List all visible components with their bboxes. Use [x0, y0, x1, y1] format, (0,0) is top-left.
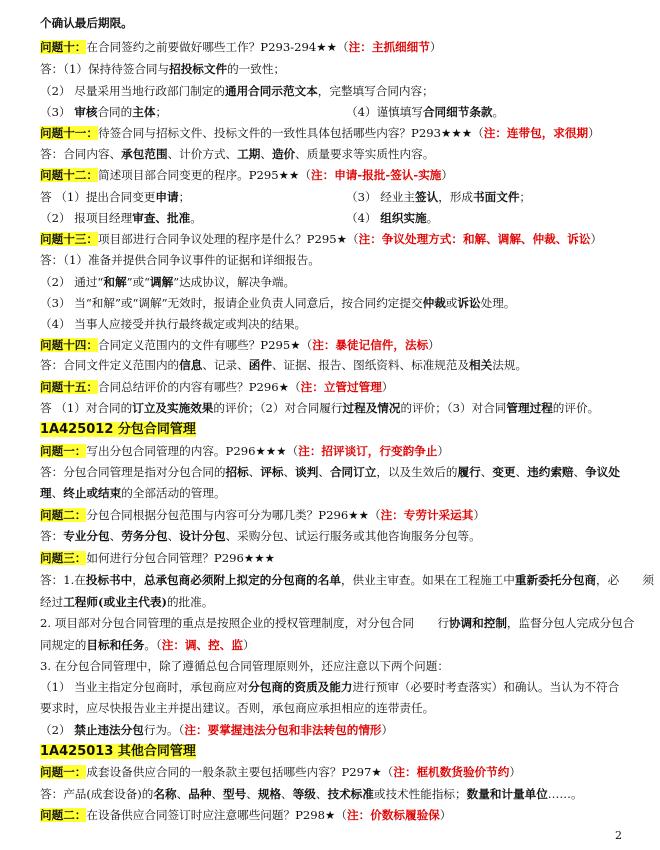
text-run: 和解 — [103, 275, 127, 289]
text-run: 通用合同示范文本 — [224, 84, 318, 98]
text-line — [40, 721, 638, 740]
text-run: 的评价；（2）对合同履行 — [213, 401, 343, 415]
text-line — [40, 549, 638, 568]
text-run: 或 — [445, 296, 458, 310]
text-run: ） — [473, 508, 485, 522]
text-run: ） — [381, 380, 394, 394]
text-run: 在设备供应合同签订时应注意哪些问题？P298★（ — [86, 808, 347, 822]
text-run: 技术标准 — [327, 787, 374, 801]
text-run: 诉讼 — [457, 296, 481, 310]
question-label: 问题十三： — [40, 232, 98, 246]
text-run: 答：分包合同管理是指对分包合同的 — [40, 465, 226, 479]
text-line — [40, 188, 638, 207]
text-line — [40, 209, 638, 228]
question-label: 问题二： — [40, 508, 87, 522]
text-run: 进行预审（必要时考查落实）和确认。当认为不符合 — [352, 680, 620, 694]
text-run: 、 — [109, 529, 122, 543]
text-run: （3） — [40, 105, 75, 119]
text-run: 项目部进行合同争议处理的程序是什么？P295★（ — [97, 232, 359, 246]
text-run: 行为。（ — [143, 723, 185, 737]
text-run: 规格 — [257, 787, 282, 801]
text-line — [40, 484, 638, 503]
text-run: 型号 — [223, 787, 247, 801]
text-run: 履行 — [457, 465, 481, 479]
note-text: 注：要掌握违法分包和非法转包的情形 — [184, 723, 382, 737]
text-run: 相关 — [469, 358, 493, 372]
text-run: 招标 — [225, 465, 249, 479]
text-run: （4） — [346, 211, 381, 225]
text-line — [40, 166, 638, 185]
text-line — [40, 251, 638, 270]
text-run: 、 — [51, 486, 64, 500]
note-text: 注：申请-报批-签认-实施 — [311, 168, 442, 182]
text-run: 、 — [283, 465, 296, 479]
text-line — [40, 399, 638, 418]
text-run: 设计分包 — [179, 529, 226, 543]
text-run: 经过 — [40, 595, 64, 609]
text-run: 个确认最后期限。 — [40, 16, 133, 30]
text-run: 合同定义范围内的文件有哪些？P295★（ — [97, 338, 313, 352]
text-run: 、 — [246, 787, 258, 801]
text-run: 的评价。 — [552, 401, 600, 415]
text-run: 、 — [515, 465, 528, 479]
text-line — [40, 124, 638, 143]
text-run: ） — [590, 232, 603, 246]
text-run: 禁止违法分包 — [74, 723, 144, 737]
text-run: 信息 — [179, 358, 203, 372]
text-run: 违约索赔 — [527, 465, 574, 479]
text-run: 招投标文件 — [169, 62, 228, 76]
text-run: 的评价；（3）对合同 — [400, 401, 507, 415]
question-label: 问题十： — [40, 40, 87, 54]
text-run: 申请 — [155, 190, 179, 204]
question-label: 问题一： — [40, 765, 87, 779]
question-label: 问题三： — [40, 551, 87, 565]
text-run: 终止或结束 — [63, 486, 122, 500]
note-text: 注：调、控、监 — [161, 638, 243, 652]
text-run: ，供业主审查。如果在工程施工中 — [340, 573, 515, 587]
text-run: 工期 — [237, 147, 261, 161]
text-run: ； — [519, 190, 532, 204]
text-line — [40, 14, 638, 33]
text-run: 答：合同文件定义范围内的 — [40, 358, 180, 372]
text-line — [40, 742, 638, 761]
text-line — [40, 230, 638, 249]
text-line — [40, 38, 638, 57]
text-run: 答：（1）准备并提供合同争议事件的证据和详细报告。 — [40, 253, 320, 267]
text-run: 劳务分包 — [121, 529, 168, 543]
text-line — [40, 378, 638, 397]
text-line — [40, 593, 638, 612]
text-run: 待签合同与招标文件、投标文件的一致性具体包括哪些内容？P293★★★（ — [97, 126, 484, 140]
text-run: ，形成 — [438, 190, 474, 204]
text-run: 简述项目部合同变更的程序。P295★★（ — [97, 168, 312, 182]
text-run: ） — [441, 168, 453, 182]
text-run: 。 — [190, 211, 202, 225]
text-run: ） — [437, 444, 449, 458]
question-label: 问题二： — [40, 808, 87, 822]
text-run: 组织实施 — [380, 211, 427, 225]
question-label: 问题一： — [40, 444, 87, 458]
note-text: 注：立管过管理 — [300, 380, 382, 394]
text-line — [40, 82, 638, 101]
text-line — [40, 506, 638, 525]
text-line — [40, 763, 638, 782]
text-run: （4） 当事人应接受并执行最终裁定或判决的结果。 — [40, 317, 307, 331]
question-label: 问题十四： — [40, 338, 98, 352]
text-line — [40, 336, 638, 355]
text-line-right-column — [346, 103, 504, 122]
text-run: 同规定的 — [40, 638, 87, 652]
text-run: 、 — [281, 787, 293, 801]
text-run: 写出分包合同管理的内容。P296★★★（ — [86, 444, 299, 458]
text-run: 、 — [480, 465, 493, 479]
text-run: 。 — [492, 105, 505, 119]
text-run: ； — [178, 190, 191, 204]
text-run: ） — [439, 808, 452, 822]
text-run: 等级 — [292, 787, 316, 801]
text-run: ，完整填写合同内容； — [317, 84, 434, 98]
text-run: 答：（1）保持待签合同与 — [40, 62, 170, 76]
note-text: 注：专劳计采运其 — [380, 508, 474, 522]
text-run: ，监督分包人完成分包合 — [506, 616, 635, 630]
text-run: ……。 — [547, 787, 583, 801]
text-run: 目标和任务 — [86, 638, 145, 652]
text-line — [40, 806, 638, 825]
text-line — [40, 657, 638, 676]
text-run: 总承包商必须附上拟定的分包商的名单 — [143, 573, 341, 587]
text-run: （3） 经业主 — [346, 190, 416, 204]
text-run: 答：1.在 — [40, 573, 86, 587]
text-line — [40, 294, 638, 313]
text-run: 管理过程 — [506, 401, 553, 415]
note-text: 注：价数标履验保 — [347, 808, 440, 822]
text-run: 答：产品(成套设备)的 — [40, 787, 154, 801]
text-run: 、 — [318, 465, 330, 479]
text-run: 分包合同根据分包范围与内容可分为哪几类？P296★★（ — [86, 508, 381, 522]
text-line-right-column — [346, 188, 531, 207]
text-run: 处理。 — [480, 296, 516, 310]
text-run: ） — [381, 723, 394, 737]
text-run: 函件 — [248, 358, 272, 372]
text-line — [40, 527, 638, 546]
section-heading: 1A425012 分包合同管理 — [40, 422, 196, 437]
text-run: 品种 — [188, 787, 212, 801]
text-run: 数量和计量单位 — [466, 787, 548, 801]
text-run: 、 — [167, 529, 180, 543]
text-run: 、 — [176, 787, 189, 801]
text-run: 分包商的资质及能力 — [248, 680, 353, 694]
text-line — [40, 678, 638, 697]
text-run: 承包范围 — [121, 147, 168, 161]
text-run: 的全部活动的管理。 — [121, 486, 226, 500]
text-run: 争议处 — [585, 465, 620, 479]
text-run: 如何进行分包合同管理？P296★★★ — [86, 551, 276, 565]
text-run: 3. 在分包合同管理中，除了遵循总包合同管理原则外，还应注意以下两个问题： — [40, 659, 449, 673]
text-run: 协调和控制 — [448, 616, 507, 630]
text-run: 、 — [573, 465, 586, 479]
text-run: 2. 项目部对分包合同管理的重点是按照企业的授权管理制度，对分包合同 行 — [40, 616, 449, 630]
text-run: 或技术性能指标； — [373, 787, 467, 801]
text-run: （2） 报项目经理 — [40, 211, 133, 225]
text-run: 谈判 — [295, 465, 319, 479]
text-run: 的一致性； — [227, 62, 286, 76]
text-run: ，以及生效后的 — [376, 465, 458, 479]
text-run: 、 — [211, 787, 224, 801]
text-run: 、计价方式、 — [167, 147, 238, 161]
question-label: 问题十五： — [40, 380, 98, 394]
text-run: 。 — [426, 211, 439, 225]
text-line — [40, 442, 638, 461]
section-heading: 1A425013 其他合同管理 — [40, 744, 196, 759]
text-run: 理 — [40, 486, 52, 500]
text-run: 主体 — [132, 105, 156, 119]
text-run: 、 — [248, 465, 261, 479]
note-text: 注：暴徒记信件，法标 — [312, 338, 429, 352]
text-run: ） — [588, 126, 600, 140]
text-run: ”达成协议，解决争端。 — [173, 275, 296, 289]
text-line — [40, 614, 638, 633]
note-text: 注：主抓细细节 — [348, 40, 430, 54]
text-run: ） — [509, 765, 521, 779]
text-run: ） — [242, 638, 255, 652]
text-run: 合同订立 — [329, 465, 377, 479]
text-run: 、质量要求等实质性内容。 — [295, 147, 435, 161]
text-line — [40, 571, 655, 590]
text-line — [40, 463, 638, 482]
text-run: ， — [132, 573, 144, 587]
text-line — [40, 699, 638, 718]
text-run: ； — [155, 105, 168, 119]
text-run: 专业分包 — [63, 529, 110, 543]
text-run: （4）谨慎填写 — [346, 105, 423, 119]
text-run: 答 （1）提出合同变更 — [40, 190, 156, 204]
text-run: ”或“ — [126, 275, 151, 289]
text-run: 在合同签约之前要做好哪些工作？P293-294★★（ — [86, 40, 349, 54]
text-run: （2） 尽量采用当地行政部门制定的 — [40, 84, 225, 98]
text-run: 成套设备供应合同的一般条款主要包括哪些内容？P297★（ — [86, 765, 394, 779]
text-run: 名称 — [153, 787, 177, 801]
text-run: 造价 — [271, 147, 296, 161]
text-run: 、记录、 — [202, 358, 249, 372]
text-run: 合同总结评价的内容有哪些？P296★（ — [97, 380, 301, 394]
note-text: 注：连带包，求很期 — [483, 126, 589, 140]
text-run: 合同的 — [97, 105, 133, 119]
note-text: 注：争议处理方式：和解、调解、仲裁、诉讼 — [358, 232, 591, 246]
text-run: ，必 须 — [596, 573, 655, 587]
text-run: ） — [429, 40, 442, 54]
text-run: 合同细节条款 — [422, 105, 493, 119]
text-run: 、采购分包、试运行服务或其他咨询服务分包等。 — [225, 529, 481, 543]
text-run: 评标 — [260, 465, 284, 479]
text-run: 调解 — [150, 275, 174, 289]
text-run: 答： — [40, 529, 64, 543]
text-run: 答 （1）对合同的 — [40, 401, 133, 415]
page-number: 2 — [615, 829, 622, 842]
question-label: 问题十一： — [40, 126, 98, 140]
text-line — [40, 103, 638, 122]
text-run: 过程及情况 — [342, 401, 401, 415]
text-run: 的批准。 — [166, 595, 214, 609]
text-run: ） — [428, 338, 440, 352]
text-run: 变更 — [492, 465, 516, 479]
text-run: 书面文件 — [473, 190, 520, 204]
text-run: 订立及实施效果 — [132, 401, 214, 415]
text-run: （3） 当“和解”或“调解”无效时，报请企业负责人同意后，按合同约定提交 — [40, 296, 423, 310]
text-run: 。（ — [144, 638, 162, 652]
text-line — [40, 145, 638, 164]
text-line — [40, 315, 638, 334]
text-line — [40, 60, 638, 79]
text-run: 审核 — [74, 105, 98, 119]
text-run: 、 — [315, 787, 328, 801]
text-run: 签认 — [415, 190, 439, 204]
text-run: 答：合同内容、 — [40, 147, 122, 161]
text-line-right-column — [346, 209, 438, 228]
text-line — [40, 273, 638, 292]
text-run: （1） 当业主指定分包商时，承包商应对 — [40, 680, 249, 694]
text-run: 工程师(或业主代表) — [63, 595, 167, 609]
text-run: 审查、批准 — [132, 211, 191, 225]
text-run: 法规。 — [492, 358, 528, 372]
note-text: 注：招评谈订，行变韵争止 — [298, 444, 438, 458]
text-line — [40, 636, 638, 655]
text-line — [40, 356, 638, 375]
note-text: 注：框机数货验价节约 — [393, 765, 510, 779]
text-run: 投标书中 — [85, 573, 133, 587]
text-run: （2） 通过“ — [40, 275, 104, 289]
text-line — [40, 420, 638, 439]
text-line — [40, 785, 638, 804]
text-run: 、证据、报告、图纸资料、标准规范及 — [271, 358, 470, 372]
text-run: 、 — [260, 147, 272, 161]
text-run: （2） — [40, 723, 75, 737]
question-label: 问题十二： — [40, 168, 98, 182]
text-run: 仲裁 — [422, 296, 446, 310]
text-run: 要求时，应尽快报告业主并提出建议。否则，承包商应承担相应的连带责任。 — [40, 701, 435, 715]
text-run: 重新委托分包商 — [514, 573, 597, 587]
